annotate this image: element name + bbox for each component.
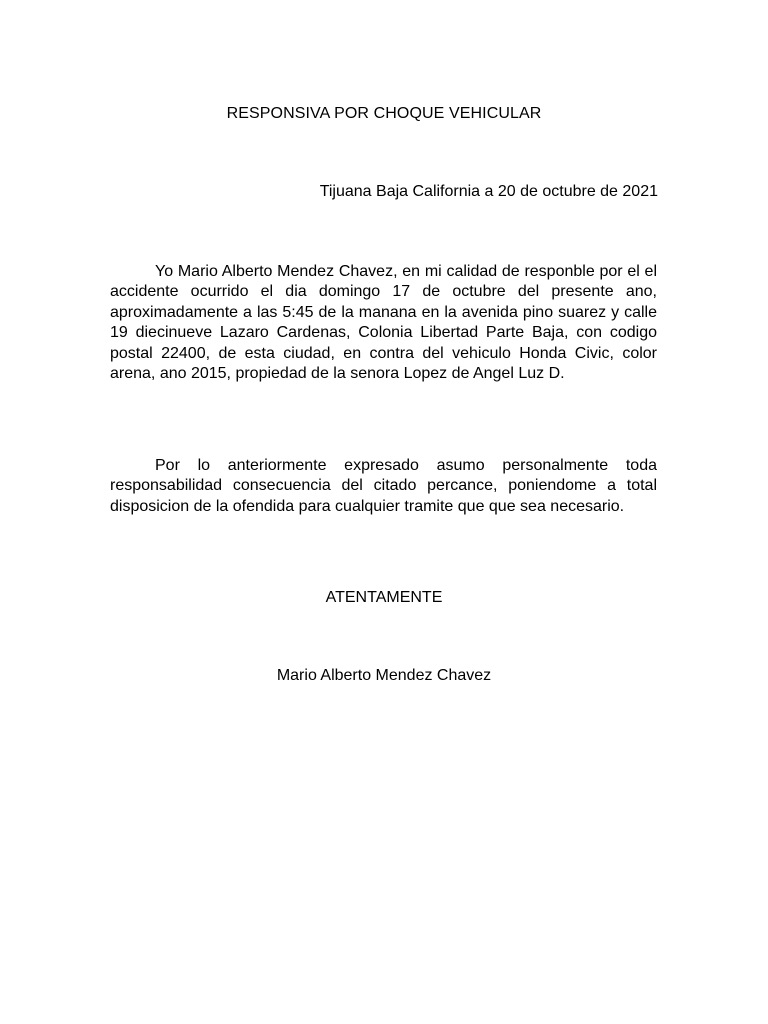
place-date-line: Tijuana Baja California a 20 de octubre de 2021 [319,183,658,200]
document-title: RESPONSIVA POR CHOQUE VEHICULAR [226,105,542,122]
signer-name: Mario Alberto Mendez Chavez [276,667,492,684]
closing-salutation: ATENTAMENTE [325,589,443,606]
body-paragraph-1: Yo Mario Alberto Mendez Chavez, en mi calidad de responble por el el accidente ocurrido el dia domingo 17 de octubre del presente ano, aproximadamente a las 5:45 de la manana en la avenida pino suarez y calle 19 diecinueve Lazaro Cardenas, Colonia Libertad Parte Baja, con codigo postal 22400, de esta ciudad, en contra del vehiculo Honda Civic, color arena, ano 2015, propiedad de la senora Lopez de Angel Luz D. [110,263,657,383]
body-paragraph-2: Por lo anteriormente expresado asumo personalmente toda responsabilidad consecuencia del citado percance, poniendome a total disposicion de la ofendida para cualquier tramite que que sea necesario. [110,457,657,515]
